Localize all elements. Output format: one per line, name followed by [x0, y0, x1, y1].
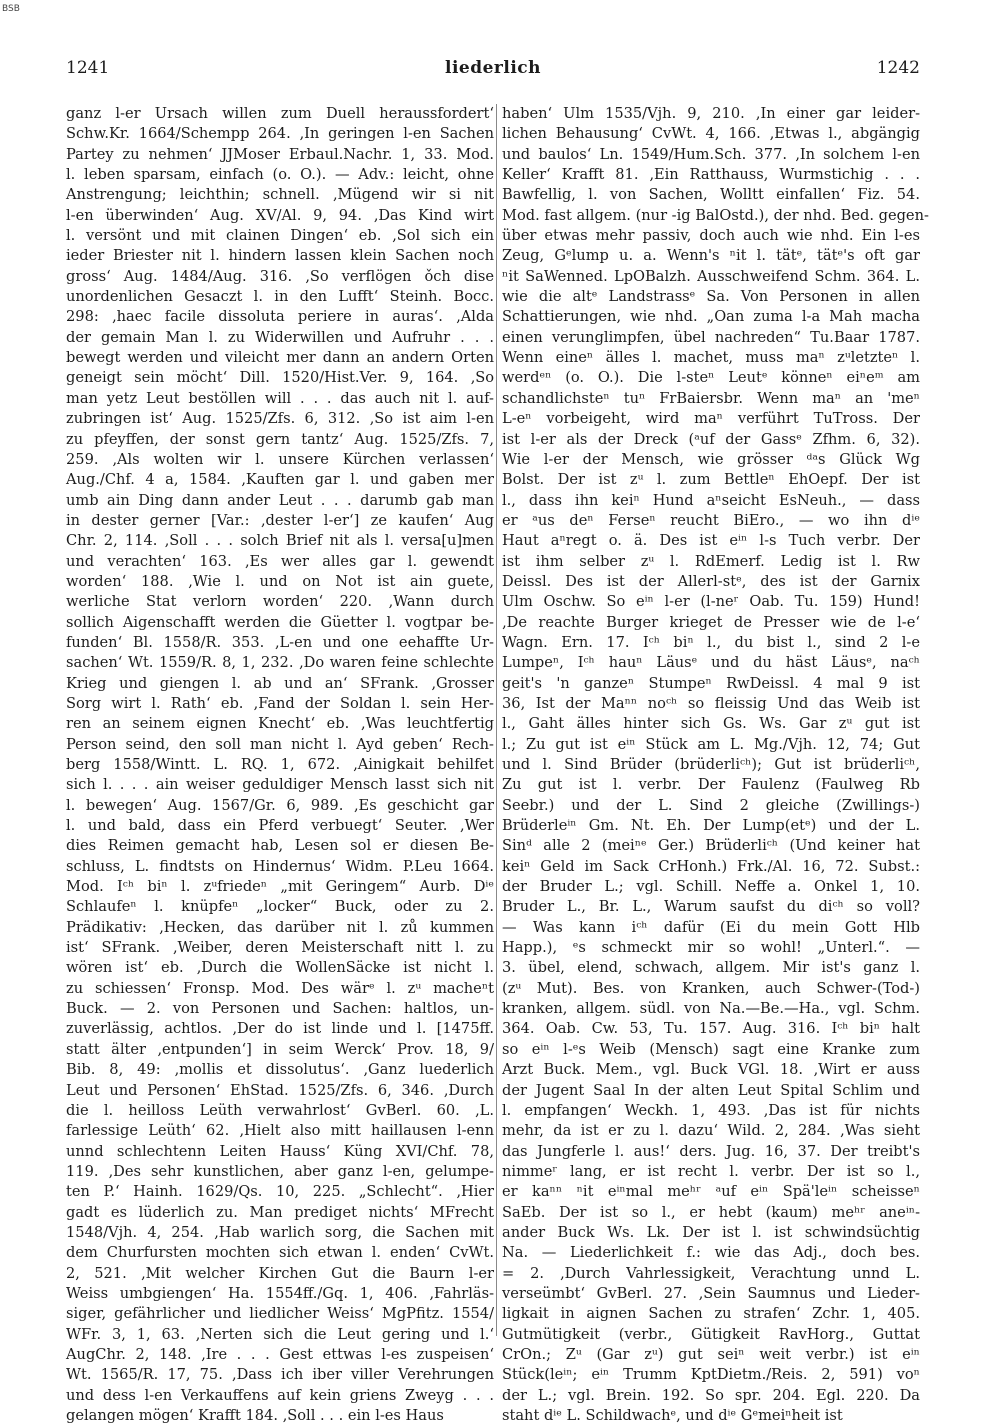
text-line: und verachten‘ 163. ‚Es wer alles gar l. gewendt: [66, 552, 494, 570]
headword: liederlich: [444, 58, 542, 78]
text-line: sollich Aigenschafft werden die Güetter l. vogtpar be-: [66, 613, 494, 631]
text-line: berg 1558/Wintt. L. RQ. 1, 672. ‚Ainigkait behilfet: [66, 756, 494, 773]
text-line: zuverlässig, achtlos. ‚Der do ist linde und l. [1475ff.: [66, 1020, 494, 1038]
text-line: l., dass ihn keiⁿ Hund aⁿseicht EsNeuh., — dass: [502, 491, 920, 509]
text-line: zu pfeyffen, der sonst gern tantz‘ Aug. 1525/Zfs. 7,: [66, 430, 494, 448]
text-line: statt älter ‚entpunden‘] in seim Werck‘ Prov. 18, 9/: [66, 1040, 494, 1058]
text-line: 259. ‚Als wolten wir l. unsere Kürchen verlassen‘: [66, 450, 494, 468]
text-line: siger, gefährlicher und liedlicher Weiss‘ MgPfitz. 1554/: [66, 1305, 494, 1323]
text-line: werdᵉⁿ (o. O.). Die l-steⁿ Leutᵉ könneⁿ eiⁿeᵐ am: [502, 369, 920, 387]
text-line: l. bewegen‘ Aug. 1567/Gr. 6, 989. ‚Es geschicht gar: [66, 796, 494, 814]
text-line: Zu gut ist l. verbr. Der Faulenz (Faulweg Rb: [502, 776, 920, 794]
text-line: Sorg wirt l. Rath‘ eb. ‚Fand der Soldan l. sein Her-: [66, 694, 494, 712]
text-line: man yetz Leut bestöllen will . . . das auch nit l. auf-: [66, 389, 494, 407]
text-line: er kaⁿⁿ ⁿit eⁱⁿmal meʰʳ ᵃuf eⁱⁿ Spä'leⁱⁿ scheisseⁿ: [502, 1183, 920, 1201]
text-line: sachen‘ Wt. 1559/R. 8, 1, 232. ‚Do waren feine schlechte: [66, 654, 494, 672]
text-line: Gutmütigkeit (verbr., Gütigkeit RavHorg., Guttat: [502, 1325, 920, 1343]
text-line: Deissl. Des ist der Allerl-stᵉ, des ist der Garnix: [502, 572, 920, 590]
text-line: Person seind, den soll man nicht l. Ayd geben‘ Rech-: [66, 735, 494, 753]
text-line: das Jungferle l. aus!‘ ders. Jug. 16, 37. Der treibt's: [502, 1142, 920, 1160]
text-line: zu schiessen‘ Fronsp. Mod. Des wärᵉ l. zᵘ macheⁿt: [66, 979, 494, 997]
text-line: 298: ‚haec facile dissoluta periere in auras‘. ‚Alda: [66, 308, 494, 326]
page-number-left: 1241: [66, 58, 110, 78]
text-line: Bruder L., Br. L., Warum saufst du diᶜʰ so voll?: [502, 898, 920, 916]
text-line: zubringen ist‘ Aug. 1525/Zfs. 6, 312. ‚So ist aim l-en: [66, 410, 494, 428]
text-line: staht dⁱᵉ L. Schildwachᵉ, und dⁱᵉ Gᵉmeiⁿheit ist: [502, 1407, 843, 1424]
text-line: 2, 521. ‚Mit welcher Kirchen Gut die Baurn l-er: [66, 1264, 494, 1282]
text-line: ligkait in aignen Sachen zu strafen‘ Zchr. 1, 405.: [502, 1305, 920, 1323]
library-stamp: BSB: [2, 4, 20, 14]
text-line: AugChr. 2, 148. ‚Ire . . . Gest ettwas l-es zuspeisen‘: [66, 1345, 494, 1363]
text-line: ganz l-er Ursach willen zum Duell heraussfordert‘: [66, 105, 494, 122]
text-line: in dester gerner [Var.: ‚dester l-er‘] ze kaufen‘ Aug: [66, 511, 494, 529]
text-line: funden‘ Bl. 1558/R. 353. ‚L-en und one eehaffte Ur-: [66, 633, 494, 651]
page-header: [66, 58, 920, 82]
text-line: ander Buck Ws. Lk. Der ist l. ist schwindsüchtig: [502, 1223, 920, 1241]
text-line: Bawfellig, l. von Sachen, Wolltt einfallen‘ Fiz. 54.: [502, 186, 920, 204]
text-line: Keller‘ Krafft 81. ‚Ein Ratthauss, Wurmstichig . . .: [502, 166, 920, 184]
text-line: nimmeʳ lang, er ist recht l. verbr. Der ist so l.,: [502, 1162, 920, 1180]
text-line: und dess l-en Verkauffens auf kein griens Zweyg . . .: [66, 1386, 494, 1404]
text-line: Wt. 1565/R. 17, 75. ‚Dass ich iber viller Verehrungen: [66, 1366, 494, 1384]
text-line: ist ihm selber zᵘ l. RdEmerf. Ledig ist l. Rw: [502, 552, 920, 570]
text-line: ieder Briester nit l. hindern lassen klein Sachen noch: [66, 247, 494, 265]
text-line: Stück(leⁱⁿ; eⁱⁿ Trumm KptDietm./Reis. 2, 591) voⁿ: [502, 1366, 920, 1384]
text-line: gross‘ Aug. 1484/Aug. 316. ‚So verflögen ǒch dise: [66, 267, 494, 285]
text-line: sich l. . . . ain weiser geduldiger Mensch lasst sich nit: [66, 776, 494, 794]
text-line: schluss, L. findtsts on Hindernus‘ Widm. P.Leu 1664.: [66, 857, 494, 875]
text-line: l., Gaht älles hinter sich Gs. Ws. Gar zᵘ gut ist: [502, 715, 920, 733]
text-line: Mod. fast allgem. (nur -ig BalOstd.), der nhd. Bed. gegen-: [502, 206, 929, 224]
text-line: bewegt werden und vileicht mer dann an andern Orten: [66, 349, 494, 367]
text-line: 3. übel, elend, schwach, allgem. Mir ist's ganz l.: [502, 959, 920, 977]
text-line: wie die altᵉ Landstrassᵉ Sa. Von Personen in allen: [502, 288, 920, 306]
text-line: l.; Zu gut ist eⁱⁿ Stück am L. Mg./Vjh. 12, 74; Gut: [502, 735, 920, 753]
text-line: wören ist‘ eb. ‚Durch die WollenSäcke ist nicht l.: [66, 959, 494, 977]
text-line: umb ain Ding dann ander Leut . . . darumb gab man: [66, 491, 494, 509]
text-line: Ulm Oschw. So eⁱⁿ l-er (l-neʳ Oab. Tu. 159) Hund!: [502, 593, 920, 611]
text-line: 1548/Vjh. 4, 254. ‚Hab warlich sorg, die Sachen mit: [66, 1223, 494, 1241]
text-line: Buck. — 2. von Personen und Sachen: haltlos, un-: [66, 1000, 494, 1018]
text-line: die l. heilloss Leüth verwahrlost‘ GvBerl. 60. ‚L.: [66, 1101, 494, 1119]
text-line: l-en überwinden‘ Aug. XV/Al. 9, 94. ‚Das Kind wirt: [66, 206, 494, 224]
text-line: Happ.), ᵉs schmeckt mir so wohl! „Unterl.“. —: [502, 939, 920, 957]
text-line: ist l-er als der Dreck (ᵃuf der Gassᵉ Zfhm. 6, 32).: [502, 430, 920, 448]
text-line: CrOn.; Zᵘ (Gar zᵘ) gut seiⁿ weit verbr.) ist eⁱⁿ: [502, 1345, 920, 1363]
text-line: unnd schlechtenn Leiten Hauss‘ Küng XVI/Chf. 78,: [66, 1142, 494, 1160]
text-line: und baulos‘ Ln. 1549/Hum.Sch. 377. ‚In solchem l-en: [502, 145, 920, 163]
text-line: er ᵃus deⁿ Ferseⁿ reucht BiEro., — wo ihn dⁱᵉ: [502, 511, 920, 529]
text-line: Mod. Iᶜʰ biⁿ l. zᵘfriedeⁿ „mit Geringem“ Aurb. Dⁱᵉ: [66, 878, 494, 896]
text-line: Lumpeⁿ, Iᶜʰ hauⁿ Läusᵉ und du häst Läusᵉ, naᶜʰ: [502, 654, 920, 672]
text-line: Aug./Chf. 4 a, 1584. ‚Kauften gar l. und gaben mer: [66, 471, 494, 489]
text-line: worden‘ 188. ‚Wie l. und on Not ist ain guete,: [66, 572, 494, 590]
column-divider: [496, 104, 497, 1336]
text-line: ren an seinem eignen Knecht‘ eb. ‚Was leuchtfertig: [66, 715, 494, 733]
text-line: Krieg und giengen l. ab und an‘ SFrank. ‚Grosser: [66, 674, 494, 692]
text-line: 119. ‚Des sehr kunstlichen, aber ganz l-en, gelumpe-: [66, 1162, 494, 1180]
text-line: l. versönt und mit clainen Dingen‘ eb. ‚Sol sich ein: [66, 227, 494, 245]
text-line: der Bruder L.; vgl. Schill. Neffe a. Onkel 1, 10.: [502, 878, 920, 896]
text-line: SaEb. Der ist so l., er hebt (kaum) meʰʳ aneⁱⁿ-: [502, 1203, 920, 1221]
text-line: Haut aⁿregt o. ä. Des ist eⁱⁿ l-s Tuch verbr. Der: [502, 532, 920, 550]
text-line: der L.; vgl. Brein. 192. So spr. 204. Egl. 220. Da: [502, 1386, 920, 1404]
text-line: Prädikativ: ‚Hecken, das darüber nit l. zů kummen: [66, 918, 494, 936]
text-line: über etwas mehr passiv, doch auch wie nhd. Ein l-es: [502, 227, 920, 245]
text-line: = 2. ‚Durch Vahrlessigkeit, Verachtung unnd L.: [502, 1264, 920, 1282]
text-line: Sinᵈ alle 2 (meiⁿᵉ Ger.) Brüderliᶜʰ (Und keiner hat: [502, 837, 920, 855]
text-line: Wenn eineⁿ älles l. machet, muss maⁿ zᵘletzteⁿ l.: [502, 349, 920, 367]
text-line: geneigt sein möcht‘ Dill. 1520/Hist.Ver. 9, 164. ‚So: [66, 369, 494, 387]
text-line: kranken, allgem. südl. von Na.—Be.—Ha., vgl. Schm.: [502, 1000, 920, 1018]
text-line: Anstrengung; leichthin; schnell. ‚Mügend wir si nit: [66, 186, 494, 204]
text-line: gelangen mögen‘ Krafft 184. ‚Soll . . . ein l-es Haus: [66, 1407, 444, 1424]
left-column: [66, 104, 494, 1424]
text-line: Leut und Personen‘ EhStad. 1525/Zfs. 6, 346. ‚Durch: [66, 1081, 494, 1099]
text-line: l. empfangen‘ Weckh. 1, 493. ‚Das ist für nichts: [502, 1101, 920, 1119]
text-line: verseümbt‘ GvBerl. 27. ‚Sein Saumnus und Lieder-: [502, 1284, 920, 1302]
text-line: schandlichsteⁿ tuⁿ FrBaiersbr. Wenn maⁿ an 'meⁿ: [502, 389, 920, 407]
text-line: der gemain Man l. zu Widerwillen und Aufruhr . . .: [66, 328, 494, 346]
text-line: keiⁿ Geld im Sack CrHonh.) Frk./Al. 16, 72. Subst.:: [502, 857, 920, 875]
text-line: Wie l-er der Mensch, wie grösser ᵈᵃs Glück Wg: [502, 450, 920, 468]
text-line: ten P.‘ Hainh. 1629/Qs. 10, 225. „Schlecht“. ‚Hier: [66, 1183, 494, 1201]
text-line: dies Reimen gemacht hab, Lesen sol er diesen Be-: [66, 837, 494, 855]
text-line: 364. Oab. Cw. 53, Tu. 157. Aug. 316. Iᶜʰ biⁿ halt: [502, 1020, 920, 1038]
text-line: mehr, da ist er zu l. dazu‘ Wild. 2, 284. ‚Was sieht: [502, 1122, 920, 1140]
text-line: Partey zu nehmen‘ JJMoser Erbaul.Nachr. 1, 33. Mod.: [66, 145, 494, 163]
text-line: l. und bald, dass ein Pferd verbuegt‘ Seuter. ‚Wer: [66, 817, 494, 835]
text-line: Seebr.) und der L. Sind 2 gleiche (Zwillings-): [502, 796, 920, 814]
text-line: dem Churfursten mochten sich etwan l. enden‘ CvWt.: [66, 1244, 494, 1262]
right-column: [502, 104, 929, 1424]
text-line: L-eⁿ vorbeigeht, wird maⁿ verführt TuTross. Der: [502, 410, 920, 428]
text-line: Arzt Buck. Mem., vgl. Buck VGl. 18. ‚Wirt er auss: [502, 1061, 920, 1079]
text-line: Weiss umbgiengen‘ Ha. 1554ff./Gq. 1, 406. ‚Fahrläs-: [66, 1284, 494, 1302]
text-line: und l. Sind Brüder (brüderliᶜʰ); Gut ist brüderliᶜʰ,: [502, 756, 920, 773]
text-line: gadt es lüderlich zu. Man prediget nichts‘ MFrecht: [66, 1203, 494, 1221]
text-line: einen verunglimpfen, übel nachreden“ Tu.Baar 1787.: [502, 328, 920, 346]
text-line: werliche Stat verlorn worden‘ 220. ‚Wann durch: [66, 593, 494, 611]
text-line: haben‘ Ulm 1535/Vjh. 9, 210. ‚In einer gar leider-: [502, 105, 920, 122]
text-line: ‚De reachte Burger krieget de Presser wie de l-e‘: [502, 613, 920, 631]
text-line: Bolst. Der ist zᵘ l. zum Bettleⁿ EhOepf. Der ist: [502, 471, 920, 489]
text-line: Brüderleⁱⁿ Gm. Nt. Eh. Der Lump(etᵉ) und der L.: [502, 817, 920, 835]
text-line: farlessige Leüth‘ 62. ‚Hielt also mitt haillausen l-enn: [66, 1122, 494, 1140]
text-line: Schattierungen, wie nhd. „Oan zuma l-a Mah macha: [502, 308, 920, 326]
text-line: Schlaufeⁿ l. knüpfeⁿ „locker“ Buck, oder zu 2.: [66, 898, 494, 916]
text-line: l. leben sparsam, einfach (o. O.). — Adv.: leicht, ohne: [66, 166, 494, 184]
text-line: — Was kann iᶜʰ dafür (Ei du mein Gott Hlb: [502, 918, 920, 936]
text-line: unordenlichen Gesaczt l. in den Lufft‘ Steinh. Bocc.: [66, 288, 494, 306]
text-line: Bib. 8, 49: ‚mollis et dissolutus‘. ‚Ganz luederlich: [66, 1061, 494, 1079]
text-line: Zeug, Gᵉlump u. a. Wenn's ⁿit l. tätᵉ, tätᵉ's oft gar: [502, 247, 920, 265]
text-line: lichen Behausung‘ CvWt. 4, 166. ‚Etwas l., abgängig: [502, 125, 920, 143]
text-line: geit's 'n ganzeⁿ Stumpeⁿ RwDeissl. 4 mal 9 ist: [502, 674, 920, 692]
text-line: Na. — Liederlichkeit f.: wie das Adj., doch bes.: [502, 1244, 920, 1262]
text-line: Wagn. Ern. 17. Iᶜʰ biⁿ l., du bist l., sind 2 l-e: [502, 633, 920, 651]
text-line: ist‘ SFrank. ‚Weiber, deren Meisterschaft nitt l. zu: [66, 939, 494, 957]
text-line: Schw.Kr. 1664/Schempp 264. ‚In geringen l-en Sachen: [66, 125, 494, 143]
text-line: der Jugent Saal In der alten Leut Spital Schlim und: [502, 1081, 920, 1099]
text-line: Chr. 2, 114. ‚Soll . . . solch Brief nit als l. versa[u]men: [66, 532, 494, 550]
text-line: so eⁱⁿ l-ᵉs Weib (Mensch) sagt eine Kranke zum: [502, 1040, 920, 1058]
text-line: ⁿit SaWenned. LpOBalzh. Ausschweifend Schm. 364. L.: [502, 267, 920, 285]
text-line: WFr. 3, 1, 63. ‚Nerten sich die Leut gering und l.‘: [66, 1325, 494, 1343]
text-line: 36, Ist der Maⁿⁿ noᶜʰ so fleissig Und das Weib ist: [502, 694, 920, 712]
page-number-right: 1242: [876, 58, 920, 78]
text-line: (zᵘ Mut). Bes. von Kranken, auch Schwer-(Tod-): [502, 979, 920, 997]
